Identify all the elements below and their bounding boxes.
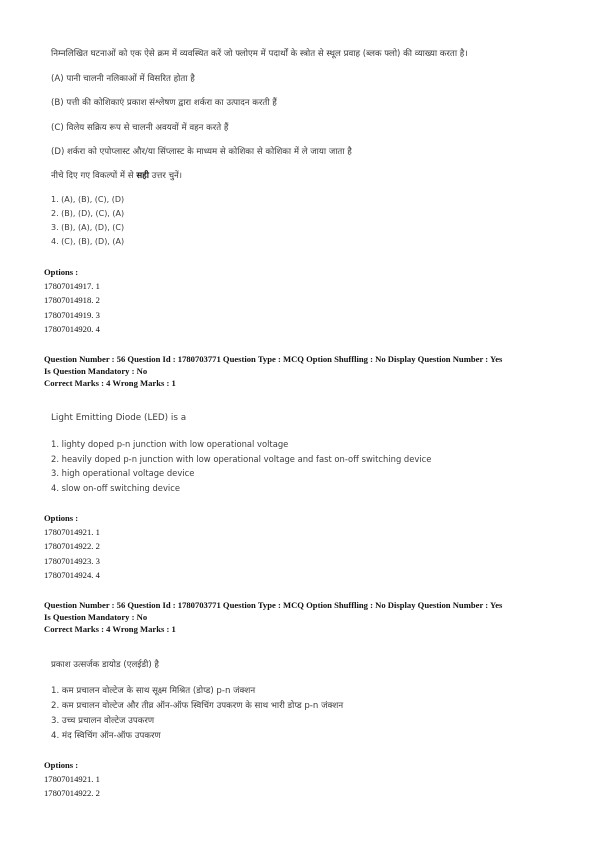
- choice-3: 3. उच्च प्रचालन वोल्टेज उपकरण: [51, 716, 155, 726]
- choice-3: 3. high operational voltage device: [51, 468, 195, 478]
- choice-4: 4. (C), (B), (D), (A): [51, 237, 125, 246]
- statement-d: (D) शर्करा को एपोप्लास्ट और/या सिंप्लास्ट के माध्यम से कोशिका से कोशिका में ले जाया जाता है: [51, 147, 352, 157]
- option-id: 17807014919. 3: [44, 310, 100, 320]
- choice-2: 2. कम प्रचालन वोल्टेज और तीव्र ऑन-ऑफ स्विचिंग उपकरण के साथ भारी डोप्ड p-n जंक्शन: [51, 701, 344, 711]
- statement-b: (B) पत्ती की कोशिकाएं प्रकाश संश्लेषण द्वारा शर्करा का उत्पादन करती हैं: [51, 98, 277, 108]
- option-id: 17807014923. 3: [44, 556, 100, 566]
- question-meta: Question Number : 56 Question Id : 1780703771 Question Type : MCQ Option Shuffling : No Display Question Number : Yes: [44, 354, 503, 364]
- question-marks: Correct Marks : 4 Wrong Marks : 1: [44, 624, 176, 634]
- statement-c: (C) विलेय सक्रिय रूप से चालनी अवयवों में वहन करते हैं: [51, 123, 229, 133]
- choice-1: 1. (A), (B), (C), (D): [51, 195, 125, 204]
- question-mandatory: Is Question Mandatory : No: [44, 612, 148, 622]
- question-meta: Question Number : 56 Question Id : 1780703771 Question Type : MCQ Option Shuffling : No Display Question Number : Yes: [44, 600, 503, 610]
- choice-4: 4. slow on-off switching device: [51, 483, 181, 493]
- option-id: 17807014922. 2: [44, 541, 100, 551]
- choice-4: 4. मंद स्विचिंग ऑन-ऑफ उपकरण: [51, 731, 161, 741]
- question-marks: Correct Marks : 4 Wrong Marks : 1: [44, 378, 176, 388]
- option-id: 17807014922. 2: [44, 788, 100, 798]
- question-stem: निम्नलिखित घटनाओं को एक ऐसे क्रम में व्यवस्थित करें जो फ्लोएम में पदार्थों के स्त्रोत से स्थूल प्रवाह (ब्लक फ्लो) की व्याख्या करता है।: [51, 49, 468, 59]
- option-id: 17807014921. 1: [44, 774, 100, 784]
- options-label: Options :: [44, 760, 79, 770]
- choice-3: 3. (B), (A), (D), (C): [51, 223, 125, 232]
- choice-1: 1. lighty doped p-n junction with low operational voltage: [51, 439, 289, 449]
- option-id: 17807014918. 2: [44, 295, 100, 305]
- question-instruction: नीचे दिए गए विकल्पों में से सही उत्तर चुनें।: [51, 171, 183, 181]
- options-label: Options :: [44, 267, 79, 277]
- statement-a: (A) पानी चालनी नलिकाओं में विसरित होता है: [51, 74, 195, 84]
- question-mandatory: Is Question Mandatory : No: [44, 366, 148, 376]
- option-id: 17807014924. 4: [44, 570, 100, 580]
- question-stem: प्रकाश उत्सर्जक डायोड (एलईडी) है: [51, 660, 159, 670]
- option-id: 17807014921. 1: [44, 527, 100, 537]
- options-label: Options :: [44, 513, 79, 523]
- choice-2: 2. (B), (D), (C), (A): [51, 209, 125, 218]
- option-id: 17807014917. 1: [44, 281, 100, 291]
- choice-2: 2. heavily doped p-n junction with low operational voltage and fast on-off switching device: [51, 454, 432, 464]
- option-id: 17807014920. 4: [44, 324, 100, 334]
- choice-1: 1. कम प्रचालन वोल्टेज के साथ सूक्ष्म मिश्रित (डोप्ड) p-n जंक्शन: [51, 686, 256, 696]
- question-stem: Light Emitting Diode (LED) is a: [51, 413, 187, 423]
